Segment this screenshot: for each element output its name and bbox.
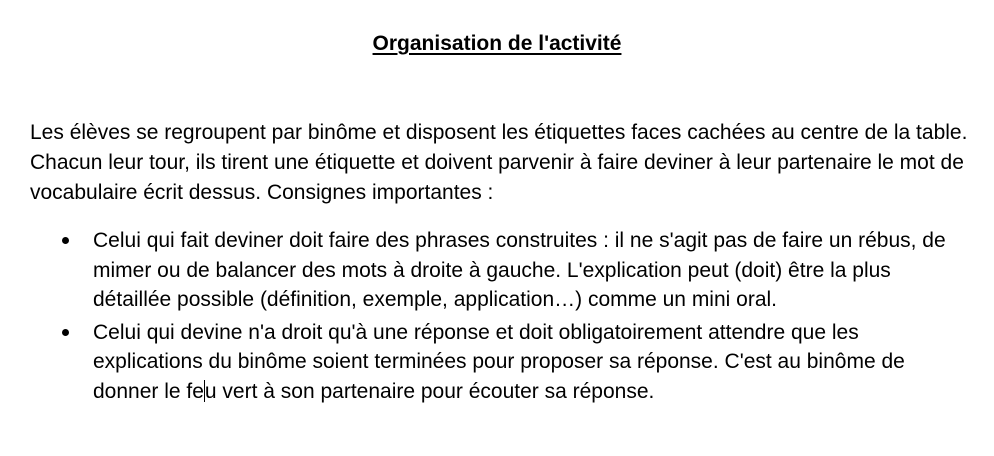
bullet-dot-icon xyxy=(62,237,69,244)
list-item xyxy=(0,226,994,315)
bullet-dot-icon xyxy=(62,329,69,336)
document-title: Organisation de l'activité xyxy=(372,32,622,55)
intro-paragraph: Les élèves se regroupent par binôme et disposent les étiquettes faces cachées au centre de la table. Chacun leur tour, ils tirent une étiquette et doivent parvenir à faire deviner à leur partenaire le mot de vocabulaire écrit dessus. Consignes importantes : xyxy=(30,121,968,204)
list-item-text-before-cursor: Celui qui devine n'a droit qu'à une réponse et doit obligatoirement attendre que les explications du binôme soient terminées pour proposer sa réponse. C'est au binôme de donner le fe xyxy=(93,320,905,403)
list-item-text-after-cursor: u vert à son partenaire pour écouter sa réponse. xyxy=(204,379,655,403)
instructions-list xyxy=(0,226,994,409)
list-item xyxy=(0,318,994,407)
list-item-text: Celui qui fait deviner doit faire des phrases construites : il ne s'agit pas de faire un rébus, de mimer ou de balancer des mots à droite à gauche. L'explication peut (doit) être la plus détaillée possible (définition, exemple, application…) comme un mini oral. xyxy=(93,229,946,311)
